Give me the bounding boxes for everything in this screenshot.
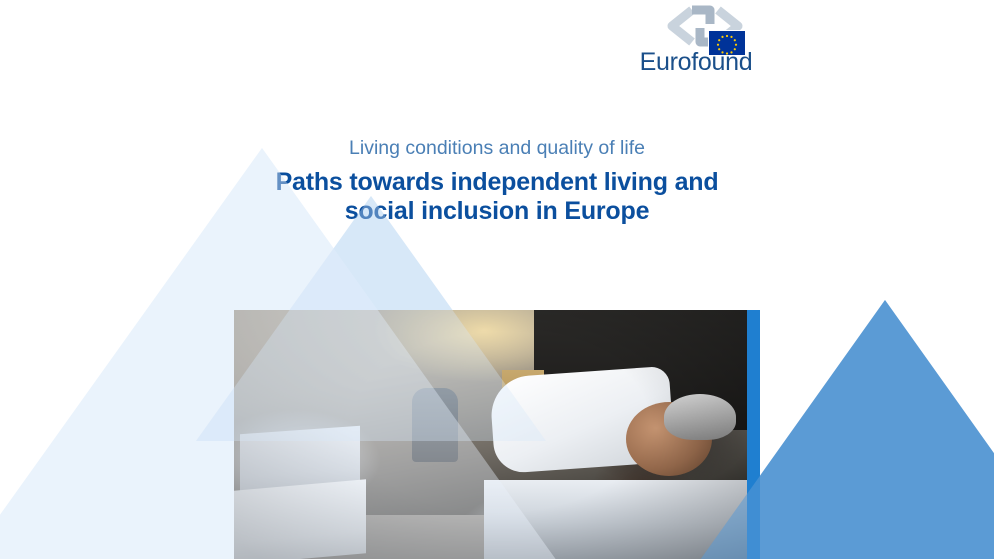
- title-block: [247, 136, 747, 226]
- photo-vignette: [234, 310, 747, 559]
- page-title-line-1: Paths towards independent living and: [275, 167, 719, 196]
- accent-bar: [747, 310, 760, 559]
- page-title: [247, 168, 747, 226]
- eurofound-logo: [626, 4, 766, 88]
- page-title-line-2: social inclusion in Europe: [344, 196, 650, 225]
- cover-photo-image: [234, 310, 747, 559]
- series-kicker: Living conditions and quality of life: [349, 137, 645, 159]
- brand-wordmark: Eurofound: [639, 48, 753, 76]
- cover-photo: [234, 310, 747, 559]
